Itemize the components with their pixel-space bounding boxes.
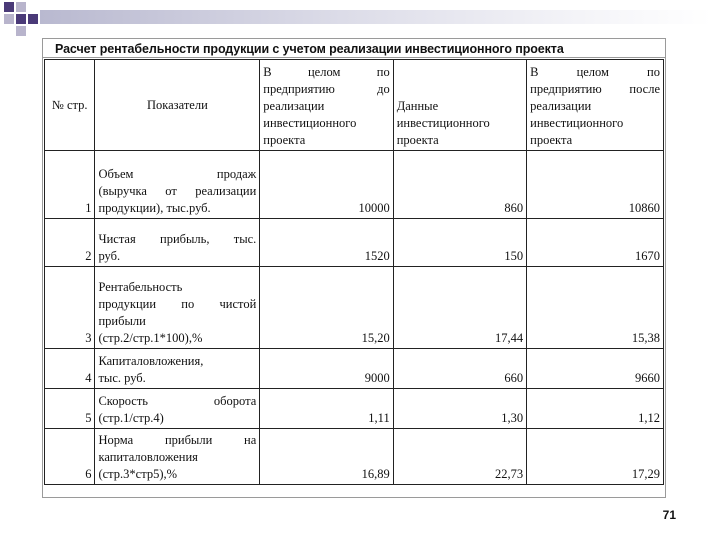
- value-before: 1520: [260, 219, 393, 267]
- gradient-bar: [40, 10, 712, 24]
- value-project: 860: [393, 151, 526, 219]
- value-after: 9660: [527, 349, 664, 389]
- header-col2: Данные инвестиционного проекта: [393, 60, 526, 151]
- value-after: 1670: [527, 219, 664, 267]
- row-number: 6: [45, 429, 95, 485]
- header-num: № стр.: [45, 60, 95, 151]
- value-project: 1,30: [393, 389, 526, 429]
- table-row: [45, 267, 664, 349]
- table-title: Расчет рентабельности продукции с учетом реализации инвестиционного проекта: [55, 42, 564, 56]
- table-row: [45, 151, 664, 219]
- value-before: 16,89: [260, 429, 393, 485]
- value-project: 660: [393, 349, 526, 389]
- deco-square: [4, 2, 14, 12]
- value-before: 10000: [260, 151, 393, 219]
- deco-square: [16, 14, 26, 24]
- value-project: 17,44: [393, 267, 526, 349]
- value-before: 9000: [260, 349, 393, 389]
- table-row: [45, 219, 664, 267]
- title-rule: [43, 57, 665, 58]
- value-after: 10860: [527, 151, 664, 219]
- value-before: 15,20: [260, 267, 393, 349]
- row-indicator: Чистая прибыль, тыс. руб.: [95, 219, 260, 267]
- row-indicator: Скорость оборота (стр.1/стр.4): [95, 389, 260, 429]
- table-row: [45, 349, 664, 389]
- header-decoration: [0, 0, 720, 40]
- header-col1: В целом по предприятию до реализации инвестиционного проекта: [260, 60, 393, 151]
- deco-square: [4, 14, 14, 24]
- document-page: [42, 38, 666, 498]
- value-project: 22,73: [393, 429, 526, 485]
- value-project: 150: [393, 219, 526, 267]
- deco-square: [16, 2, 26, 12]
- row-number: 3: [45, 267, 95, 349]
- row-indicator: Капиталовложения, тыс. руб.: [95, 349, 260, 389]
- row-number: 4: [45, 349, 95, 389]
- row-indicator: Рентабельность продукции по чистой прибыли (стр.2/стр.1*100),%: [95, 267, 260, 349]
- table-row: [45, 389, 664, 429]
- header-row: [45, 60, 664, 151]
- row-number: 5: [45, 389, 95, 429]
- slide-number: 71: [662, 508, 676, 522]
- deco-square: [28, 14, 38, 24]
- row-indicator: Объем продаж (выручка от реализации продукции), тыс.руб.: [95, 151, 260, 219]
- value-before: 1,11: [260, 389, 393, 429]
- table-row: [45, 429, 664, 485]
- deco-square: [16, 26, 26, 36]
- header-col3: В целом по предприятию после реализации инвестиционного проекта: [527, 60, 664, 151]
- row-number: 1: [45, 151, 95, 219]
- value-after: 17,29: [527, 429, 664, 485]
- value-after: 1,12: [527, 389, 664, 429]
- row-number: 2: [45, 219, 95, 267]
- value-after: 15,38: [527, 267, 664, 349]
- profitability-table: [44, 59, 664, 485]
- header-indicator: Показатели: [95, 60, 260, 151]
- row-indicator: Норма прибыли на капиталовложения (стр.3*стр5),%: [95, 429, 260, 485]
